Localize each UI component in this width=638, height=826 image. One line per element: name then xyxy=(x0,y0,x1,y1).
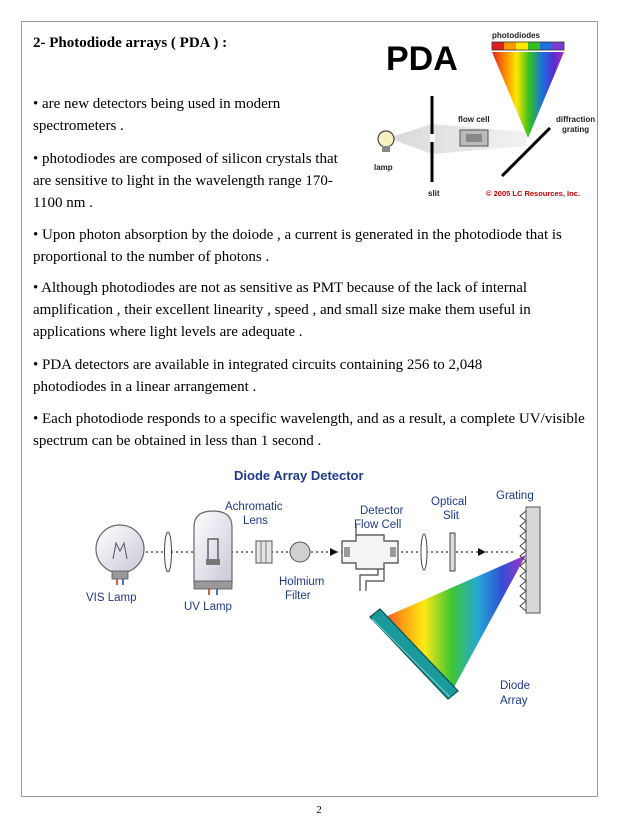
uv-lamp-icon xyxy=(194,511,232,595)
lamp-icon xyxy=(378,131,394,152)
section-heading: 2- Photodiode arrays ( PDA ) : xyxy=(33,35,228,51)
condenser-lens-1 xyxy=(165,532,172,572)
condenser-lens-2 xyxy=(421,534,427,570)
optical-label: Optical xyxy=(431,496,467,508)
pda-schematic xyxy=(366,28,606,206)
diode-array-diagram xyxy=(80,463,560,723)
lens-label: Lens xyxy=(243,515,268,527)
beam-arrow-1 xyxy=(330,548,338,556)
bullet-5: • PDA detectors are available in integrated circuits containing 256 to 2,048 photodiodes in a linear arrangement . xyxy=(33,357,483,395)
dispersed-spectrum xyxy=(376,555,526,691)
array-label: Array xyxy=(500,695,528,707)
flow-cell-label: flow cell xyxy=(458,115,490,124)
flow-cell-icon xyxy=(460,130,488,146)
bullet-2: • photodiodes are composed of silicon crystals that are sensitive to light in the wavelength range 170-1100 nm . xyxy=(33,151,338,211)
holmium-label: Holmium xyxy=(279,576,325,588)
filter-label: Filter xyxy=(285,590,311,602)
flow-cell-label-2: Flow Cell xyxy=(354,519,402,531)
achromatic-lens-icon xyxy=(256,541,272,563)
holmium-filter-icon xyxy=(290,542,310,562)
diagram-title: Diode Array Detector xyxy=(234,468,364,483)
diode-label: Diode xyxy=(500,680,531,692)
grating-label: grating xyxy=(562,125,590,134)
spectrum-fan xyxy=(492,52,564,138)
lamp-label: lamp xyxy=(374,163,393,172)
light-beam xyxy=(388,124,526,154)
diffraction-label: diffraction xyxy=(556,115,596,124)
pda-title: PDA xyxy=(386,40,458,78)
beam-arrow-2 xyxy=(478,548,486,556)
bullet-4: • Although photodiodes are not as sensitive as PMT because of the lack of internal amplification , their excellent linearity , speed , and small size make them useful in applications where light levels are adequate . xyxy=(33,280,531,340)
photodiodes-label: photodiodes xyxy=(492,31,540,40)
slit-label: slit xyxy=(428,189,440,198)
detector-label: Detector xyxy=(360,505,404,517)
bullet-3: • Upon photon absorption by the doiode , a current is generated in the photodiode that is proportional to the number of photons . xyxy=(33,227,562,265)
photodiode-strip xyxy=(492,42,564,50)
copyright-label: © 2005 LC Resources, Inc. xyxy=(486,189,580,198)
uv-lamp-label: UV Lamp xyxy=(184,601,232,613)
optical-slit-icon xyxy=(450,533,455,571)
bullet-1: • are new detectors being used in modern spectrometers . xyxy=(33,96,281,134)
grating-label-2: Grating xyxy=(496,490,534,502)
detector-flow-cell-icon xyxy=(342,525,398,591)
vis-lamp-label: VIS Lamp xyxy=(86,592,137,604)
bullet-6: • Each photodiode responds to a specific wavelength, and as a result, a complete UV/visible spectrum can be obtained in less than 1 second . xyxy=(33,411,585,449)
slit-label-2: Slit xyxy=(443,510,459,522)
achromatic-label: Achromatic xyxy=(225,501,283,513)
vis-lamp-icon xyxy=(96,525,144,585)
page-number: 2 xyxy=(316,804,322,816)
